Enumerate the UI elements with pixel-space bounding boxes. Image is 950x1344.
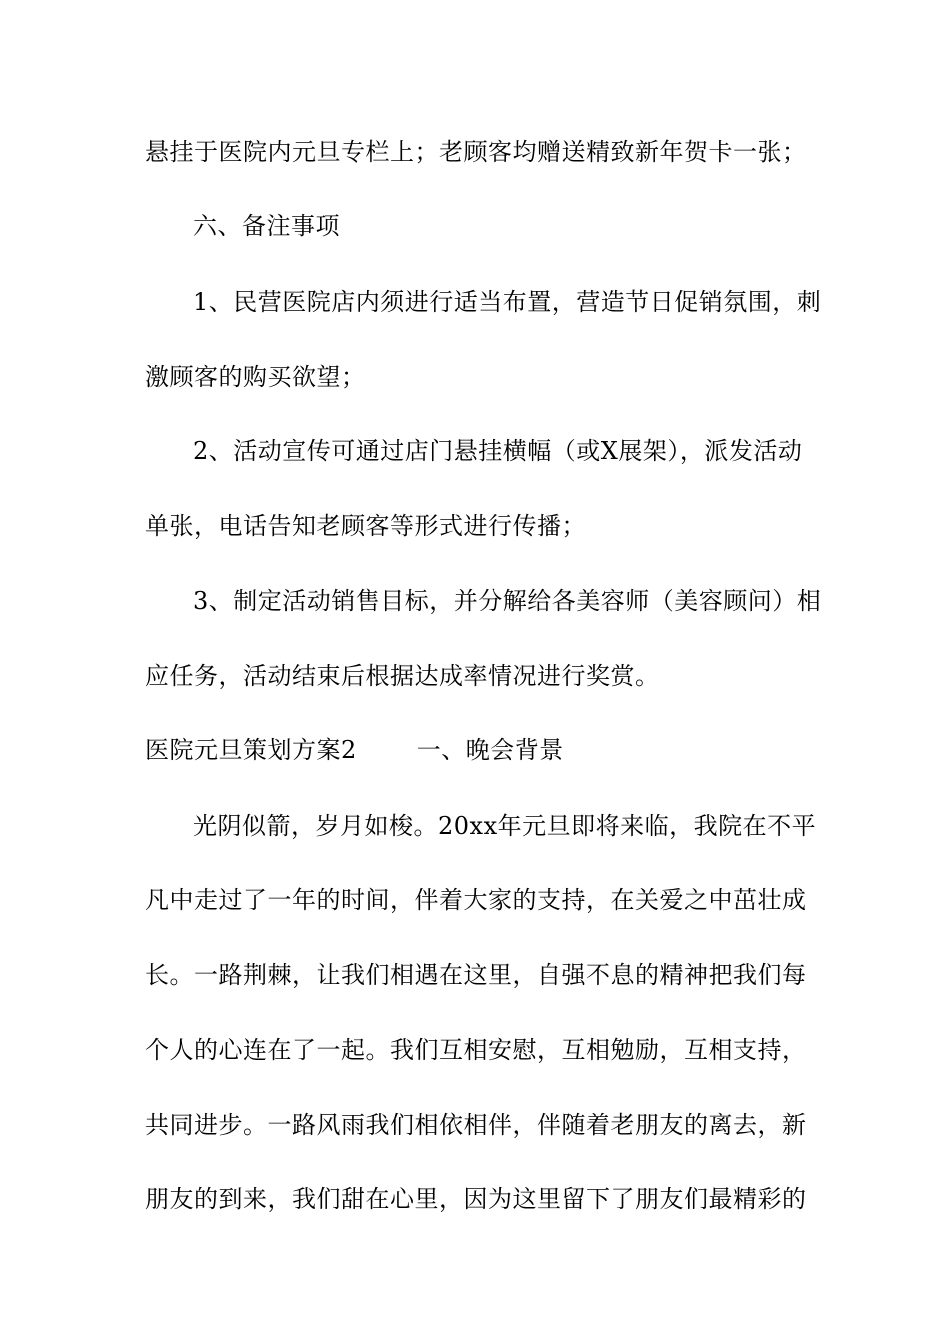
body-text-line: 悬挂于医院内元旦专栏上；老顾客均赠送精致新年贺卡一张； (145, 138, 807, 166)
body-text-line: 朋友的到来，我们甜在心里，因为这里留下了朋友们最精彩的 (145, 1185, 807, 1213)
body-text-line: 单张，电话告知老顾客等形式进行传播； (145, 512, 586, 540)
section-heading: 一、晚会背景 (416, 736, 564, 764)
body-text-line: 凡中走过了一年的时间，伴着大家的支持，在关爱之中茁壮成 (145, 886, 807, 914)
document-title: 医院元旦策划方案2 (145, 736, 357, 764)
body-text-line: 应任务，活动结束后根据达成率情况进行奖赏。 (145, 662, 660, 690)
body-text-line: 共同进步。一路风雨我们相依相伴，伴随着老朋友的离去，新 (145, 1111, 807, 1139)
body-text-line: 光阴似箭，岁月如梭。20xx年元旦即将来临，我院在不平 (193, 812, 817, 840)
body-text-line: 3、制定活动销售目标，并分解给各美容师（美容顾问）相 (193, 587, 822, 615)
title-line (145, 735, 810, 765)
body-text-line: 1、民营医院店内须进行适当布置，营造节日促销氛围，刺 (193, 288, 822, 316)
body-text-line: 激顾客的购买欲望； (145, 363, 366, 391)
section-heading: 六、备注事项 (193, 212, 340, 240)
body-text-line: 长。一路荆棘，让我们相遇在这里，自强不息的精神把我们每 (145, 961, 807, 989)
body-text-line: 个人的心连在了一起。我们互相安慰，互相勉励，互相支持， (145, 1036, 807, 1064)
body-text-line: 2、活动宣传可通过店门悬挂横幅（或X展架），派发活动 (193, 437, 803, 465)
